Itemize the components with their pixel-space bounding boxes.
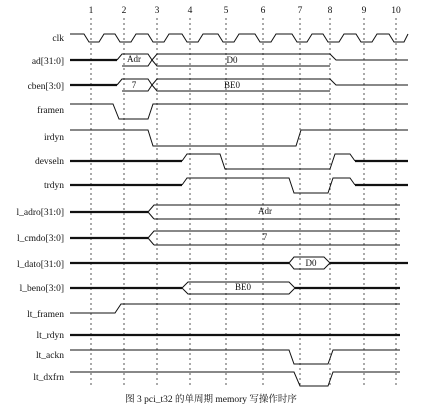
- signal-label-lt-rdyn: lt_rdyn: [36, 331, 64, 341]
- signal-label-l-dato: l_dato[31:0]: [17, 260, 64, 270]
- irdyn-waveform: [70, 130, 408, 146]
- l-cmdo-waveform-edge: [148, 238, 154, 245]
- l-adro-waveform-top: [148, 205, 400, 212]
- signal-labels: [17, 34, 65, 383]
- l-cmdo-waveform-top: [148, 231, 400, 238]
- signal-label-irdyn: irdyn: [43, 133, 64, 143]
- signal-label-lt-dxfrn: lt_dxfrn: [33, 373, 64, 383]
- signal-label-l-beno: l_beno[3:0]: [19, 284, 64, 294]
- signal-label-clk: clk: [52, 34, 64, 44]
- lt-dxfrn-waveform: [70, 372, 400, 386]
- cycle-label-5: 5: [223, 6, 229, 16]
- l-adro-value-adr: Adr: [258, 206, 272, 216]
- devseln-waveform: [182, 154, 355, 169]
- l-beno-value-be0: BE0: [234, 282, 252, 292]
- signal-label-l-adro: l_adro[31:0]: [16, 208, 64, 218]
- cycle-label-9: 9: [361, 6, 367, 16]
- framen-waveform: [70, 104, 408, 119]
- lt-framen-waveform: [70, 304, 400, 313]
- signal-label-devseln: devseln: [34, 157, 64, 167]
- cycle-label-3: 3: [154, 6, 160, 16]
- clk-waveform: [70, 34, 408, 42]
- lt-ackn-waveform: [70, 350, 400, 364]
- l-cmdo-value-7: 7: [262, 232, 268, 242]
- l-adro-waveform-edge: [148, 212, 154, 219]
- signal-label-lt-framen: lt_framen: [27, 310, 64, 320]
- signal-label-lt-ackn: lt_ackn: [36, 351, 64, 361]
- cycle-label-10: 10: [391, 6, 401, 16]
- l-dato-value-d0: D0: [305, 258, 317, 268]
- cycle-label-2: 2: [121, 6, 127, 16]
- signal-label-trdyn: trdyn: [43, 181, 64, 191]
- cycle-label-1: 1: [88, 6, 94, 16]
- cben-value-7: 7: [131, 80, 137, 90]
- cben-value-be0: BE0: [223, 80, 241, 90]
- cycle-number-labels: [89, 6, 401, 16]
- cycle-label-7: 7: [297, 6, 303, 16]
- ad-value-adr: Adr: [127, 54, 141, 64]
- figure-caption: 图 3 pci_t32 的单周期 memory 写操作时序: [125, 395, 297, 405]
- ad-value-d0: D0: [226, 55, 238, 65]
- cycle-gridlines: [91, 18, 396, 388]
- cycle-label-8: 8: [327, 6, 333, 16]
- signal-label-l-cmdo: l_cmdo[3:0]: [17, 234, 64, 244]
- cycle-label-6: 6: [260, 6, 266, 16]
- signal-label-cben: cben[3:0]: [27, 82, 64, 92]
- signal-label-framen: framen: [37, 106, 64, 116]
- trdyn-waveform: [182, 178, 355, 193]
- cycle-label-4: 4: [187, 6, 193, 16]
- signal-label-ad: ad[31:0]: [31, 57, 64, 67]
